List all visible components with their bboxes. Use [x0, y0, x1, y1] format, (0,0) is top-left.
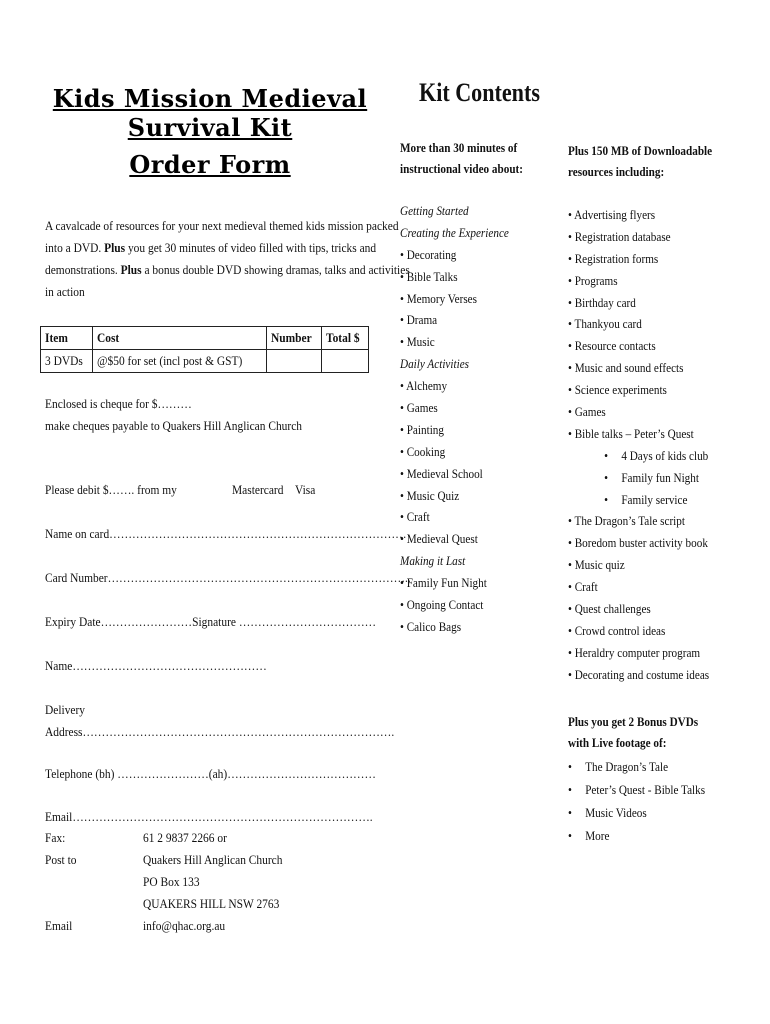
col2-item-label: Family fun Night — [621, 469, 699, 485]
cell-total-field[interactable] — [322, 350, 369, 373]
col1-item: • Cooking — [400, 443, 446, 459]
col1-item: • Drama — [400, 312, 438, 328]
col2-item: • Decorating and costume ideas — [568, 666, 710, 682]
col2-heading-line1: Plus 150 MB of Downloadable — [568, 143, 713, 158]
bonus-item-label: Peter’s Quest - Bible Talks — [585, 782, 706, 797]
col2-heading — [568, 140, 712, 182]
col1-item: • Memory Verses — [400, 290, 477, 306]
delivery-label: Delivery — [45, 702, 86, 717]
post-address-line2: PO Box 133 — [143, 874, 200, 889]
col2-item-label: Family service — [621, 491, 688, 507]
bonus-item — [568, 801, 705, 824]
col1-list — [400, 200, 509, 638]
col2-list — [568, 204, 709, 686]
cheque-line: Enclosed is cheque for $……… — [45, 396, 192, 411]
col1-item: Getting Started — [400, 203, 469, 218]
col2-item — [568, 489, 709, 511]
intro-text-1: A cavalcade of resources for your next medieval themed kids mission packed into a DVD. — [45, 218, 399, 255]
cell-number-field[interactable] — [267, 350, 322, 373]
col1-item: • Family Fun Night — [400, 575, 487, 591]
bonus-item-label: The Dragon’s Tale — [585, 759, 669, 774]
fax-label: Fax: — [45, 830, 66, 845]
bonus-heading — [568, 711, 698, 753]
col1-item: • Games — [400, 400, 438, 416]
col1-item: • Music — [400, 334, 435, 350]
cell-cost: @$50 for set (incl post & GST) — [92, 350, 266, 373]
col1-item: Making it Last — [400, 553, 466, 569]
bullet-icon: • — [604, 469, 609, 485]
bullet-icon: • — [568, 828, 572, 843]
col2-item: • Registration forms — [568, 250, 659, 266]
col2-item: • Music quiz — [568, 557, 625, 573]
col2-item: • Registration database — [568, 228, 671, 244]
bonus-item — [568, 778, 705, 801]
email-field[interactable]: Email……………………………………………………………………. — [45, 809, 373, 824]
col2-item: • Boredom buster activity book — [568, 535, 708, 551]
order-table-header — [41, 327, 369, 350]
col1-heading — [400, 137, 523, 179]
col1-item: • Decorating — [400, 246, 457, 262]
bullet-icon: • — [604, 447, 609, 463]
debit-text: Please debit $……. from my — [45, 482, 177, 497]
col1-heading-line1: More than 30 minutes of — [400, 140, 518, 155]
name-on-card-field[interactable]: Name on card…………………………………………………………………… — [45, 526, 407, 541]
col2-item: • Bible talks – Peter’s Quest — [568, 425, 694, 441]
form-title-line2: Order Form — [129, 150, 291, 179]
name-field[interactable]: Name…………………………………………… — [45, 658, 267, 673]
post-label: Post to — [45, 852, 77, 867]
intro-text-2: you get 30 minutes of video filled with tips, tricks and demonstrations. — [45, 240, 377, 277]
bullet-icon: • — [568, 805, 572, 820]
card-mastercard[interactable]: Mastercard — [232, 482, 284, 497]
col2-item-label: 4 Days of kids club — [621, 447, 709, 463]
intro-paragraph — [45, 215, 413, 303]
header-item: Item — [41, 327, 93, 350]
bonus-heading-line1: Plus you get 2 Bonus DVDs — [568, 714, 699, 729]
col1-item: • Ongoing Contact — [400, 597, 484, 613]
email-label: Email — [45, 918, 73, 933]
col2-item: • Programs — [568, 272, 618, 288]
col1-item: • Music Quiz — [400, 487, 460, 503]
bonus-item-label: More — [585, 828, 610, 843]
fax-value: 61 2 9837 2266 or — [143, 830, 227, 845]
col2-item: • Thankyou card — [568, 316, 642, 332]
col2-item: • Resource contacts — [568, 338, 656, 354]
cheque-payable: make cheques payable to Quakers Hill Anglican Church — [45, 418, 303, 433]
col1-item: • Medieval Quest — [400, 531, 478, 547]
intro-plus-2: Plus — [120, 262, 142, 277]
bonus-list — [568, 755, 705, 847]
bullet-icon: • — [604, 491, 609, 507]
address-field[interactable]: Address………………………………………………………………………. — [45, 724, 395, 739]
intro-text-3: a bonus double DVD showing dramas, talks and activities in action — [45, 262, 410, 299]
post-address-line3: QUAKERS HILL NSW 2763 — [143, 896, 280, 911]
form-title-line1: Kids Mission Medieval Survival Kit — [52, 84, 368, 142]
col2-item: • Crowd control ideas — [568, 622, 666, 638]
col2-item: • Games — [568, 404, 606, 420]
col2-item: • Advertising flyers — [568, 207, 656, 222]
col1-item: • Craft — [400, 509, 430, 525]
bonus-heading-line2: with Live footage of: — [568, 735, 667, 750]
col1-heading-line2: instructional video about: — [400, 161, 523, 176]
col2-item: • Quest challenges — [568, 601, 651, 617]
col1-item: Daily Activities — [400, 356, 470, 372]
col2-item: • Craft — [568, 579, 598, 595]
col2-item: • The Dragon’s Tale script — [568, 513, 685, 529]
bonus-item — [568, 824, 705, 847]
bullet-icon: • — [568, 782, 572, 797]
telephone-field[interactable]: Telephone (bh) ……………………(ah)………………………………… — [45, 766, 376, 781]
card-visa[interactable]: Visa — [295, 482, 316, 497]
bullet-icon: • — [568, 759, 572, 774]
order-table — [40, 326, 369, 373]
email-value: info@qhac.org.au — [143, 918, 226, 933]
col1-item: • Medieval School — [400, 465, 483, 481]
kit-title: Kit Contents — [419, 78, 540, 107]
col1-item: • Bible Talks — [400, 268, 458, 284]
card-number-field[interactable]: Card Number…………………………………………………………………….. — [45, 570, 411, 585]
col1-item: Creating the Experience — [400, 224, 509, 240]
header-number: Number — [267, 327, 322, 350]
header-cost: Cost — [92, 327, 266, 350]
col2-item: • Birthday card — [568, 294, 636, 310]
col2-item — [568, 467, 709, 489]
post-address-line1: Quakers Hill Anglican Church — [143, 852, 283, 867]
expiry-signature-field[interactable]: Expiry Date……………………Signature ……………………………… — [45, 614, 377, 629]
intro-plus-1: Plus — [104, 240, 126, 255]
bonus-item — [568, 755, 705, 778]
bonus-item-label: Music Videos — [585, 805, 647, 820]
col2-item: • Science experiments — [568, 382, 667, 398]
header-total: Total $ — [322, 327, 369, 350]
col2-item: • Music and sound effects — [568, 360, 684, 376]
col2-item — [568, 445, 709, 467]
col2-heading-line2: resources including: — [568, 164, 665, 179]
col2-item: • Heraldry computer program — [568, 644, 701, 660]
cell-item: 3 DVDs — [41, 350, 93, 373]
col1-item: • Calico Bags — [400, 618, 462, 634]
col1-item: • Alchemy — [400, 378, 448, 394]
col1-item: • Painting — [400, 421, 444, 437]
order-table-row — [41, 350, 369, 373]
